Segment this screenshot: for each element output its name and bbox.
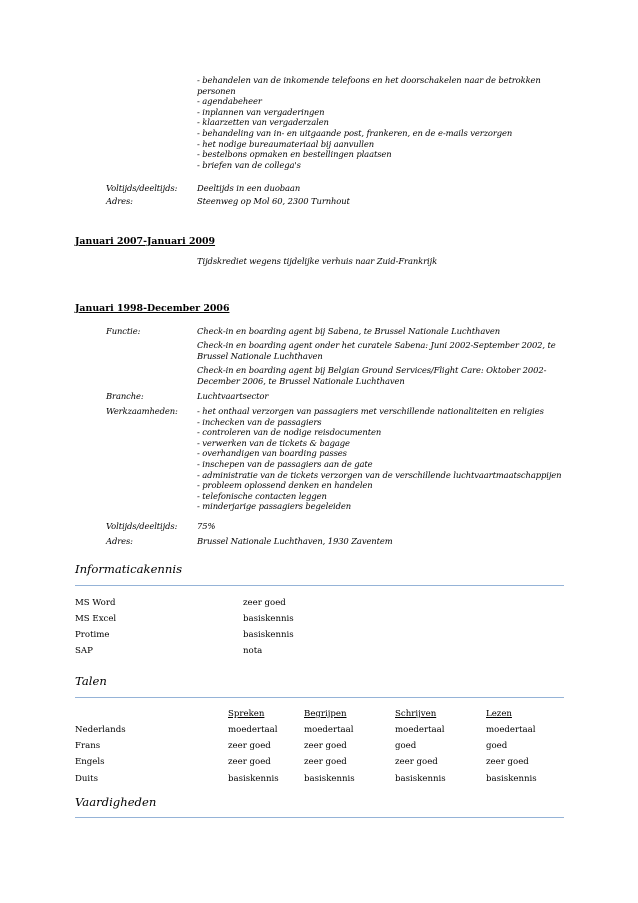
list-item: - bestelbons opmaken en bestellingen plaatsen [197,149,392,160]
list-item: - het nodige bureaumateriaal bij aanvullen [197,138,375,149]
lang-level: moedertaal [486,725,536,735]
adres-value: Steenweg op Mol 60, 2300 Turnhout [197,196,350,206]
col-header-begrijpen: Begrijpen [304,709,347,719]
adres-label: Adres: [106,536,133,546]
list-item: - agendabeheer [197,96,262,107]
section-divider [75,817,564,818]
lang-level: goed [486,741,508,751]
werk-label: Werkzaamheden: [106,406,178,416]
list-item: - inschepen van de passagiers aan de gate [197,458,373,469]
functie-line: Check-in en boarding agent bij Sabena, te Brussel Nationale Luchthaven [197,326,500,336]
voltijds-label: Voltijds/deeltijds: [106,521,178,531]
lang-level: basiskennis [395,774,446,784]
lang-name: Frans [75,741,101,751]
lang-level: basiskennis [304,774,355,784]
lang-level: zeer goed [228,757,271,767]
branche-value: Luchtvaartsector [197,391,269,401]
adres-value: Brussel Nationale Luchthaven, 1930 Zaventem [197,536,393,546]
list-item: - klaarzetten van vergaderzalen [197,117,329,128]
voltijds-value: 75% [197,521,216,531]
branche-label: Branche: [106,391,144,401]
skill-level: basiskennis [243,614,294,624]
werk-list [197,406,561,512]
task-list [197,75,541,170]
section-divider [75,697,564,698]
skill-level: basiskennis [243,630,294,640]
lang-level: zeer goed [304,757,347,767]
lang-name: Engels [75,757,105,767]
skill-name: SAP [75,646,93,656]
functie-line: Check-in en boarding agent onder het curatele Sabena: Juni 2002-September 2002, te [197,340,556,350]
lang-level: basiskennis [228,774,279,784]
skill-name: MS Word [75,598,116,608]
lang-level: moedertaal [228,725,278,735]
list-item: - inplannen van vergaderingen [197,106,325,117]
voltijds-label: Voltijds/deeltijds: [106,183,178,193]
adres-label: Adres: [106,196,133,206]
functie-label: Functie: [106,326,141,336]
skill-name: MS Excel [75,614,117,624]
list-item: - controleren van de nodige reisdocumenten [197,427,382,438]
lang-level: goed [395,741,417,751]
list-item: - inchecken van de passagiers [197,416,322,427]
list-item: - behandeling van in- en uitgaande post, frankeren, en de e-mails verzorgen [197,127,513,138]
list-item: - minderjarige passagiers begeleiden [197,501,352,512]
period-heading: Januari 2007-Januari 2009 [75,236,216,247]
list-item: - behandelen van de inkomende telefoons en het doorschakelen naar de betrokken [197,75,541,85]
lang-level: moedertaal [395,725,445,735]
list-item: - telefonische contacten leggen [197,490,327,501]
lang-name: Duits [75,774,99,784]
list-item: - het onthaal verzorgen van passagiers met verschillende nationaliteiten en religies [197,406,544,416]
section-title-informatica: Informaticakennis [75,562,183,576]
lang-level: zeer goed [395,757,438,767]
list-item: - probleem oplossend denken en handelen [197,480,373,491]
lang-level: basiskennis [486,774,537,784]
functie-line: Check-in en boarding agent bij Belgian Ground Services/Flight Care: Oktober 2002- [197,365,547,375]
col-header-lezen: Lezen [486,709,512,719]
functie-line: December 2006, te Brussel Nationale Luchthaven [197,376,405,386]
section-divider [75,585,564,586]
list-item: personen [197,85,236,96]
section-title-vaardigheden: Vaardigheden [75,795,157,809]
list-item: - briefen van de collega's [197,159,301,170]
skill-name: Protime [75,630,110,640]
list-item: - verwerken van de tickets & bagage [197,437,350,448]
lang-level: moedertaal [304,725,354,735]
col-header-schrijven: Schrijven [395,709,437,719]
functie-line: Brussel Nationale Luchthaven [197,351,323,361]
skill-level: nota [243,646,263,656]
period-note: Tijdskrediet wegens tijdelijke verhuis naar Zuid-Frankrijk [197,256,438,266]
lang-level: zeer goed [228,741,271,751]
section-title-talen: Talen [75,674,107,688]
lang-level: zeer goed [304,741,347,751]
col-header-spreken: Spreken [228,709,265,719]
voltijds-value: Deeltijds in een duobaan [197,183,301,193]
lang-name: Nederlands [75,725,126,735]
lang-level: zeer goed [486,757,529,767]
list-item: - overhandigen van boarding passes [197,448,347,459]
list-item: - administratie van de tickets verzorgen van de verschillende luchtvaartmaatschappijen [197,469,562,480]
skill-level: zeer goed [243,598,286,608]
period-heading: Januari 1998-December 2006 [75,303,230,314]
